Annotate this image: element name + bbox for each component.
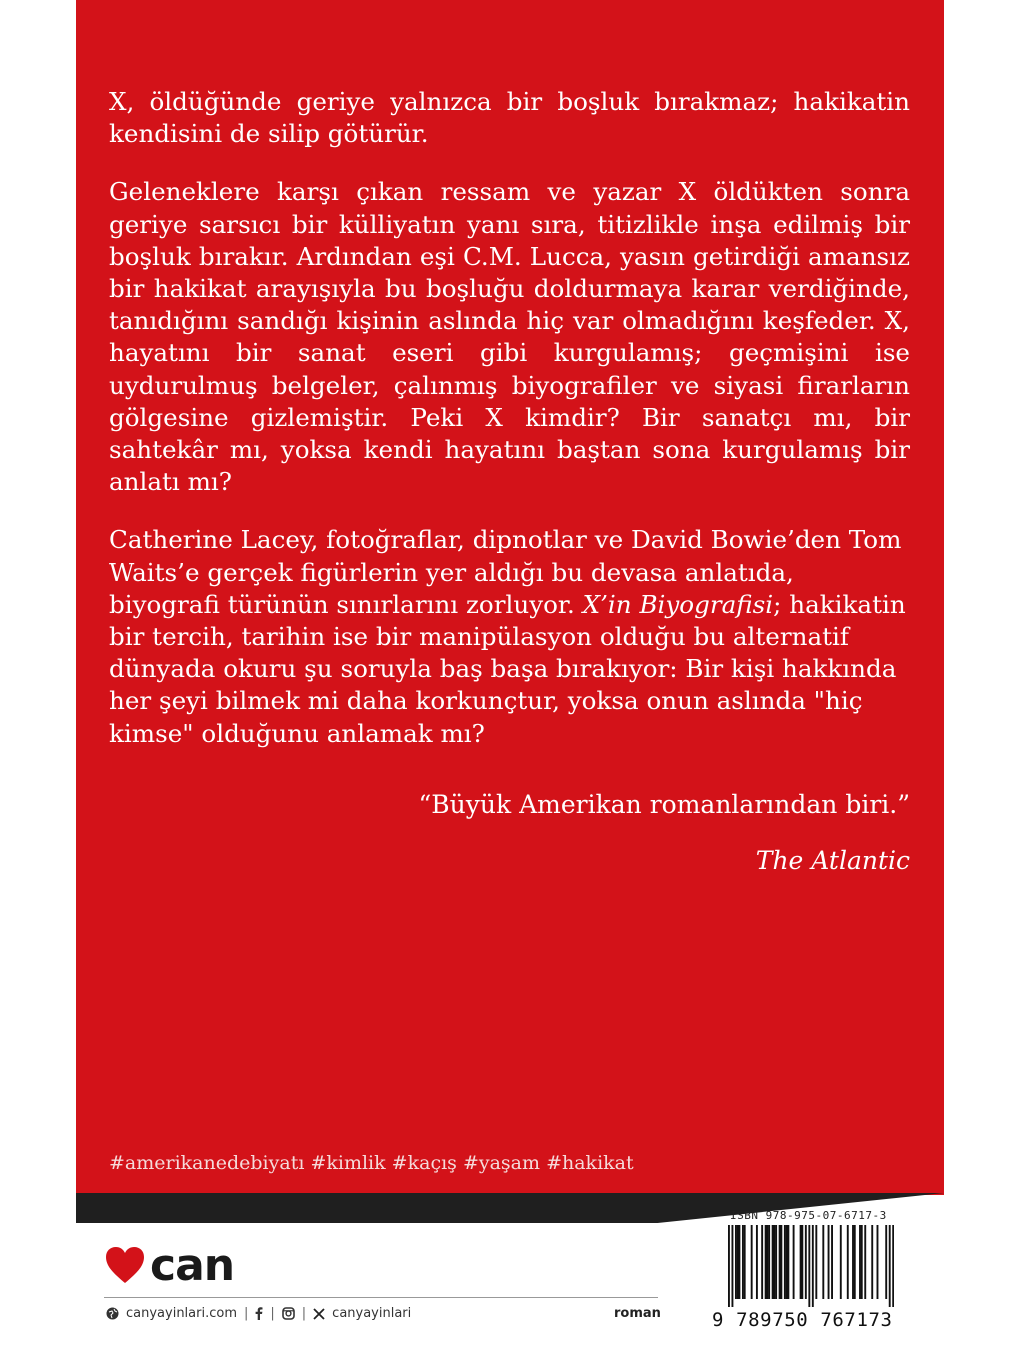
barcode-number: 9 789750 767173	[712, 1309, 893, 1331]
barcode-bar	[812, 1225, 814, 1307]
heart-logo-icon	[104, 1245, 146, 1285]
barcode-bar	[784, 1225, 786, 1299]
isbn-barcode	[728, 1225, 894, 1307]
barcode-bar	[808, 1225, 810, 1307]
blurb-paragraph-3-end: ; hakikatin bir tercih, tarihin ise bir manipülasyon olduğu bu alternatif dünyada okuru şu soruyla baş başa bırakıyor: Bir kişi hakkında her şeyi bilmek mi daha korkunçtur, yoksa onun aslında "hiç kimse" olduğunu anlamak mı?	[109, 589, 906, 748]
website-link[interactable]: canyayinlari.com	[126, 1306, 237, 1321]
facebook-icon[interactable]	[255, 1307, 263, 1320]
review-source: The Atlantic	[755, 846, 910, 875]
barcode-bar	[840, 1225, 842, 1299]
barcode-bar	[751, 1225, 753, 1299]
publisher-footer	[106, 1306, 411, 1321]
barcode-bar	[768, 1225, 770, 1299]
barcode-bar	[765, 1225, 767, 1299]
barcode-bar	[805, 1225, 807, 1299]
barcode-bar	[877, 1225, 879, 1299]
barcode-bar	[854, 1225, 856, 1299]
blurb-paragraph-3	[109, 524, 910, 749]
barcode-bar	[780, 1225, 782, 1299]
review-quote: “Büyük Amerikan romanlarından biri.”	[418, 790, 910, 819]
barcode-bar	[793, 1225, 795, 1299]
hashtags: #amerikanedebiyatı #kimlik #kaçış #yaşam #hakikat	[109, 1152, 634, 1174]
barcode-bar	[738, 1225, 740, 1299]
barcode-bar	[889, 1225, 891, 1307]
barcode-bar	[801, 1225, 803, 1299]
barcode-bar	[885, 1225, 887, 1299]
barcode-bar	[800, 1225, 802, 1299]
barcode-bar	[773, 1225, 775, 1299]
globe-icon	[106, 1307, 119, 1320]
publisher-logo	[104, 1240, 234, 1290]
social-handle[interactable]: canyayinlari	[332, 1306, 412, 1321]
instagram-icon[interactable]	[282, 1307, 295, 1320]
barcode-bar	[779, 1225, 781, 1299]
x-icon[interactable]	[313, 1308, 325, 1320]
genre-label: roman	[614, 1306, 661, 1321]
book-title-italic: X’in Biyografisi	[582, 589, 774, 619]
isbn-label: ISBN 978-975-07-6717-3	[730, 1209, 887, 1222]
blurb-text	[109, 86, 910, 776]
barcode-bar	[756, 1225, 758, 1299]
barcode-bar	[859, 1225, 861, 1299]
barcode-bar	[737, 1225, 739, 1299]
barcode-bar	[822, 1225, 824, 1299]
barcode-bar	[728, 1225, 730, 1307]
barcode-bar	[761, 1225, 763, 1299]
barcode-bar	[815, 1225, 817, 1299]
barcode-bar	[861, 1225, 863, 1299]
barcode-bar	[892, 1225, 894, 1307]
barcode-bar	[742, 1225, 744, 1299]
footer-separator: |	[270, 1306, 275, 1321]
barcode-bar	[787, 1225, 789, 1299]
barcode-bar	[871, 1225, 873, 1299]
barcode-bar	[744, 1225, 746, 1299]
barcode-bar	[831, 1225, 833, 1299]
publisher-logo-text: can	[150, 1239, 235, 1291]
barcode-bar	[864, 1225, 866, 1299]
barcode-bar	[847, 1225, 849, 1299]
footer-separator: |	[244, 1306, 249, 1321]
footer-separator: |	[301, 1306, 307, 1321]
barcode-bar	[828, 1225, 830, 1299]
barcode-bar	[772, 1225, 774, 1299]
barcode-bar	[775, 1225, 777, 1299]
barcode-bar	[766, 1225, 768, 1299]
barcode-bar	[852, 1225, 854, 1299]
footer-divider	[104, 1297, 658, 1298]
barcode-bar	[786, 1225, 788, 1299]
blurb-paragraph-3-start: Catherine Lacey, fotoğraflar, dipnotlar ve David Bowie’den Tom Waits’e gerçek figürlerin yer aldığı bu devasa anlatıda, biyografi türünün sınırlarını zorluyor.	[109, 525, 902, 619]
blurb-paragraph-1: X, öldüğünde geriye yalnızca bir boşluk bırakmaz; hakikatin kendisini de silip götürür.	[109, 87, 910, 149]
barcode-bar	[731, 1225, 733, 1307]
barcode-bar	[735, 1225, 737, 1299]
blurb-paragraph-2: Geleneklere karşı çıkan ressam ve yazar X öldükten sonra geriye sarsıcı bir külliyatın yanı sıra, titizlikle inşa edilmiş bir boşluk bırakır. Ardından eşi C.M. Lucca, yasın getirdiği amansız bir hakikat arayışıyla bu boşluğu doldurmaya karar verdiğinde, tanıdığını sandığı kişinin aslında hiç var olmadığını keşfeder. X, hayatını bir sanat eseri gibi kurgulamış; geçmişini ise uydurulmuş belgeler, çalınmış biyografiler ve siyasi firarların gölgesine gizlemiştir. Peki X kimdir? Bir sanatçı mı, bir sahtekâr mı, yoksa kendi hayatını baştan sona kurgulamış bir anlatı mı?	[109, 177, 910, 497]
